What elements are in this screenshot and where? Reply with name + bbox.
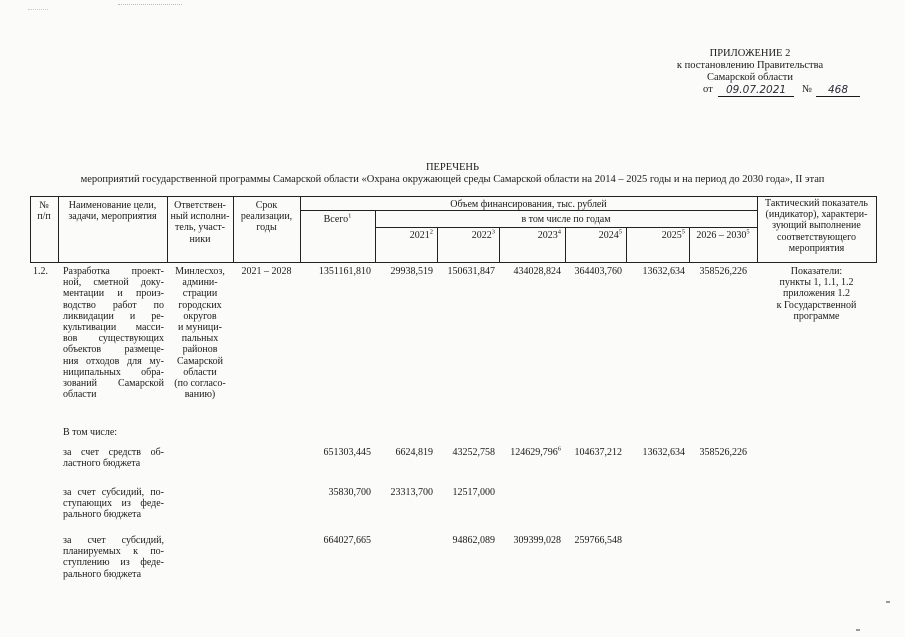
header-num: № п/п (37, 200, 51, 223)
subrow-planned-federal-2022: 94862,089 (452, 535, 495, 546)
header-year-2026-2030: 2026 – 2030$^5$ (696, 228, 750, 241)
row-indicator: Показатели: пункты 1, 1.1, 1.2 приложения 1.2 к Государственной программе (776, 266, 857, 322)
subrow-federal-name: за счет субсидий, по- ступающих из феде- рального бюджета (63, 487, 164, 521)
row-value-2024: 364403,760 (574, 266, 622, 277)
header-year-2022: 2022$^3$ (471, 228, 495, 241)
header-name: Наименование цели, задачи, мероприятия (68, 200, 157, 223)
header-total: Всего$^1$ (323, 212, 352, 225)
from-label: от (703, 84, 713, 95)
title-heading: ПЕРЕЧЕНЬ (425, 162, 480, 173)
row-term: 2021 – 2028 (241, 266, 292, 277)
handwritten-date: 09.07.2021 (718, 84, 794, 97)
row-executor: Минлесхоз, админи- страции городских округов и муници- пальных районов Самарской области (по согласо- ванию) (174, 266, 226, 401)
header-year-2021: 2021$^2$ (409, 228, 433, 241)
subrow-planned-federal-name: за счет субсидий, планируемых к по- ступлению из феде- рального бюджета (63, 535, 164, 580)
appendix-resolution: к постановлению Правительства (676, 60, 824, 71)
including-label: В том числе: (63, 427, 118, 438)
row-value-2023: 434028,824 (513, 266, 561, 277)
row-number: 1.2. (33, 266, 48, 277)
row-value-2025: 13632,634 (642, 266, 685, 277)
row-value-2022: 150631,847 (447, 266, 495, 277)
title-subheading: мероприятий государственной программы Самарской области «Охрана окружающей среды Самарской области на 2014 – 2025 годы и на период до 2030 года», II этап (80, 174, 825, 185)
subrow-federal-2021: 23313,700 (390, 487, 433, 498)
header-year-2025: 2025$^5$ (661, 228, 685, 241)
header-executor: Ответствен- ный исполни- тель, участ- ники (170, 200, 230, 245)
number-label: № (802, 84, 813, 95)
subrow-regional-2022: 43252,758 (452, 447, 495, 458)
subrow-federal-2022: 12517,000 (452, 487, 495, 498)
subrow-regional-name: за счет средств об- ластного бюджета (63, 447, 164, 470)
handwritten-number: 468 (816, 84, 860, 97)
subrow-regional-2024: 104637,212 (574, 447, 622, 458)
subrow-planned-federal-2023: 309399,028 (513, 535, 561, 546)
header-indicator: Тактический показатель (индикатор), характери- зующий выполнение соответствующего мероприятия (765, 198, 868, 254)
row-value-2026-2030: 358526,226 (699, 266, 747, 277)
header-term: Срок реализации, годы (240, 200, 293, 234)
subrow-planned-federal-2024: 259766,548 (574, 535, 622, 546)
header-funding: Объем финансирования, тыс. рублей (450, 199, 607, 210)
header-year-2023: 2023$^4$ (537, 228, 561, 241)
header-year-2024: 2024$^5$ (598, 228, 622, 241)
row-total: 1351161,810 (318, 266, 371, 277)
subrow-regional-2021: 6624,819 (395, 447, 433, 458)
subrow-regional-2026-2030: 358526,226 (699, 447, 747, 458)
appendix-title: ПРИЛОЖЕНИЕ 2 (709, 48, 791, 59)
row-name: Разработка проект- ной, сметной доку- ментации и произ- водство работ по ликвидации и ре- культивации масси- вов существующих объектов размеще- ния отходов для му- ниципальных обра- зований Самарской области (63, 266, 164, 401)
subrow-planned-federal-total: 664027,665 (323, 535, 371, 546)
subrow-regional-2023: 124629,796$^6$ (510, 445, 561, 458)
subrow-federal-total: 35830,700 (328, 487, 371, 498)
appendix-region: Самарской области (707, 72, 793, 83)
header-by-years: в том числе по годам (521, 214, 611, 225)
subrow-regional-2025: 13632,634 (642, 447, 685, 458)
subrow-regional-total: 651303,445 (323, 447, 371, 458)
row-value-2021: 29938,519 (390, 266, 433, 277)
